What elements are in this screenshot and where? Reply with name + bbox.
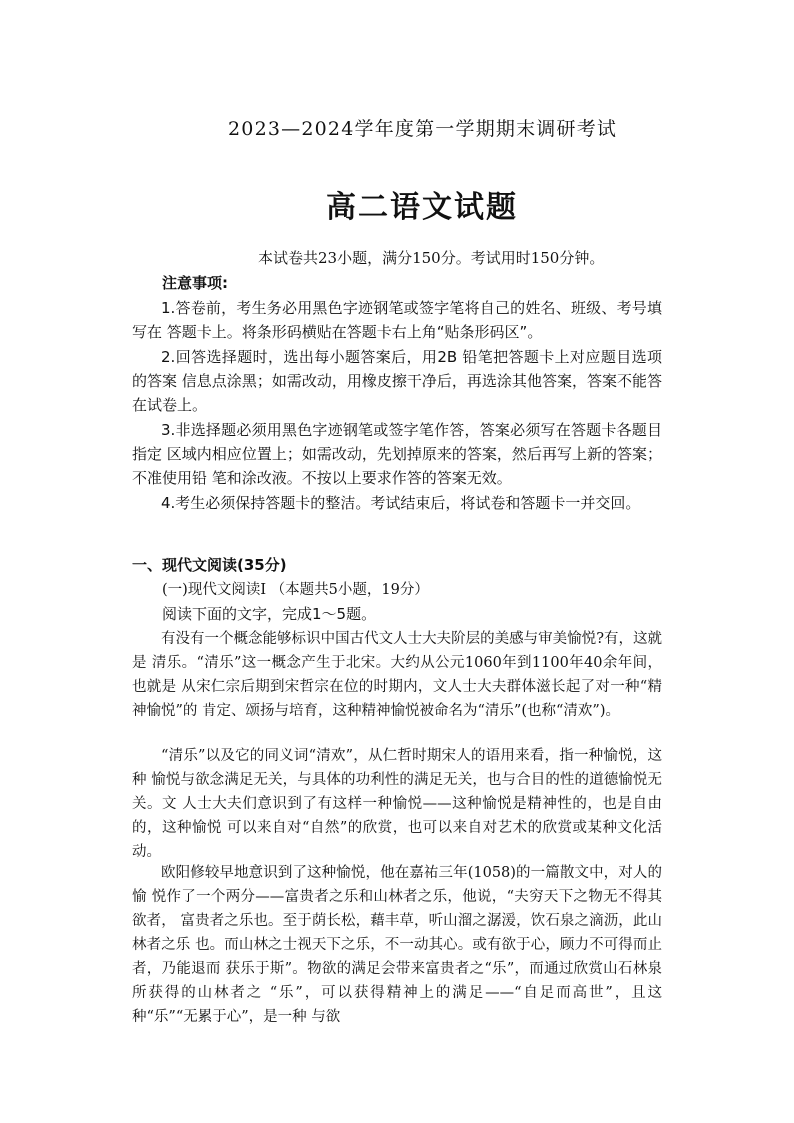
note-item: 4.考生必须保持答题卡的整洁。考试结束后，将试卷和答题卡一并交回。 — [161, 494, 641, 512]
exam-summary: 本试卷共23小题，满分150分。考试用时150分钟。 — [258, 249, 605, 267]
passage-paragraph: 有没有一个概念能够标识中国古代文人士大夫阶层的美感与审美愉悦?有，这就是 清乐。“清乐”这一概念产生于北宋。大约从公元1060年到1100年40余年间，也就是 从宋仁宗后期到宋哲宗在位的时期内，文人士大夫群体滋长起了对一种“精神愉悦”的 肯定、颂扬与培育，这种精神愉悦被命名为“清乐”(也称“清欢”)。 — [132, 631, 662, 719]
reading-instruction: 阅读下面的文字，完成1～5题。 — [162, 605, 377, 623]
note-item: 3.非选择题必须用黑色字迹钢笔或签字笔作答，答案必须写在答题卡各题目指定 区域内相应位置上；如需改动，先划掉原来的答案，然后再写上新的答案；不准使用铅 笔和涂改液。不按以上要求作答的答案无效。 — [132, 421, 662, 487]
passage-paragraph: “清乐”以及它的同义词“清欢”，从仁哲时期宋人的语用来看，指一种愉悦，这种 愉悦与欲念满足无关，与具体的功利性的满足无关，也与合目的性的道德愉悦无关。文 人士大夫们意识到了有这样一种愉悦——这种愉悦是精神性的，也是自由的，这种愉悦 可以来自对“自然”的欣赏，也可以来自对艺术的欣赏或某种文化活动。 — [132, 748, 662, 860]
subject-title: 高二语文试题 — [326, 190, 518, 225]
notes-heading: 注意事项: — [162, 274, 228, 292]
exam-title: 2023—2024学年度第一学期期末调研考试 — [228, 118, 618, 140]
note-item: 2.回答选择题时，选出每小题答案后，用2B 铅笔把答题卡上对应题目选项的答案 信息点涂黑；如需改动，用橡皮擦干净后，再选涂其他答案，答案不能答在试卷上。 — [132, 348, 662, 414]
note-item: 1.答卷前，考生务必用黑色字迹钢笔或签字笔将自己的姓名、班级、考号填写在 答题卡上。将条形码横贴在答题卡右上角“贴条形码区”。 — [132, 299, 662, 341]
section-heading: 一、现代文阅读(35分) — [132, 556, 287, 574]
section-subheading: (一)现代文阅读I （本题共5小题，19分） — [162, 582, 429, 598]
passage-paragraph: 欧阳修较早地意识到了这种愉悦，他在嘉祐三年(1058)的一篇散文中，对人的愉 悦作了一个两分——富贵者之乐和山林者之乐，他说，“夫穷天下之物无不得其欲者， 富贵者之乐也。至于荫长松，藉丰草，听山溜之潺湲，饮石泉之滴沥，此山林者之乐 也。而山林之士视天下之乐，不一动其心。或有欲于心，顾力不可得而止者，乃能退而 获乐于斯”。物欲的满足会带来富贵者之“乐”，而通过欣赏山石林泉所获得的山林者之 “乐”，可以获得精神上的满足——“自足而高世”，且这种“乐”“无累于心”，是一种 与欲 — [132, 865, 662, 1025]
